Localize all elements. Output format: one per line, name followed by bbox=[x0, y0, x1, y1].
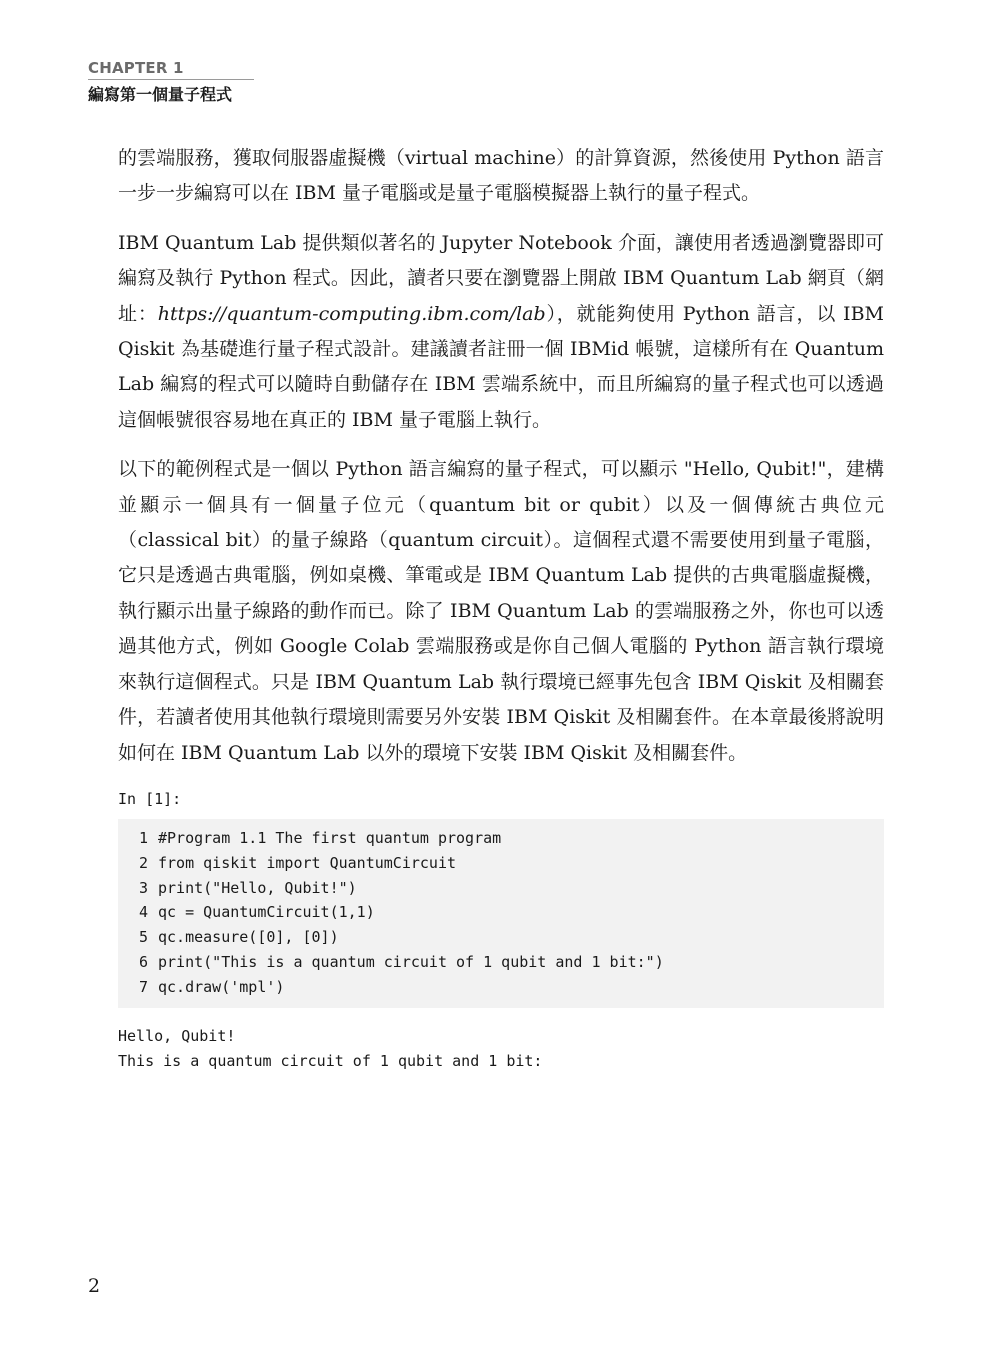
code-text: qc.measure([0], [0]) bbox=[158, 928, 339, 947]
code-line bbox=[118, 900, 884, 925]
line-number: 2 bbox=[138, 853, 148, 872]
paragraph-text: ），就能夠使用 Python 語言，以 IBM Qiskit 為基礎進行量子程式設計。建議讀者註冊一個 IBMid 帳號，這樣所有在 Quantum Lab 編寫的程式可以隨時自動儲存在 IBM 雲端系統中，而且所編寫的量子程式也可以透過這個帳號很容易地在真正的 IBM 量子電腦上執行。 bbox=[118, 302, 884, 431]
body-paragraph bbox=[118, 226, 884, 438]
url-text: https://quantum-computing.ibm.com/lab bbox=[157, 302, 546, 325]
line-number: 6 bbox=[138, 952, 148, 971]
line-number: 4 bbox=[138, 903, 148, 922]
line-number: 7 bbox=[138, 977, 148, 996]
output-line: This is a quantum circuit of 1 qubit and 1 bit: bbox=[118, 1052, 543, 1071]
cell-input-prompt: In [1]: bbox=[118, 789, 182, 808]
chapter-header bbox=[88, 58, 254, 107]
body-paragraph bbox=[118, 452, 884, 771]
code-line bbox=[118, 851, 884, 876]
code-line bbox=[118, 925, 884, 950]
code-text: print("This is a quantum circuit of 1 qubit and 1 bit:") bbox=[158, 952, 664, 971]
code-text: #Program 1.1 The first quantum program bbox=[158, 828, 502, 847]
code-line bbox=[118, 876, 884, 901]
line-number: 5 bbox=[138, 928, 148, 947]
chapter-divider bbox=[88, 79, 254, 80]
line-number: 3 bbox=[138, 878, 148, 897]
page-number: 2 bbox=[88, 1275, 101, 1297]
code-text: print("Hello, Qubit!") bbox=[158, 878, 357, 897]
code-line bbox=[118, 826, 884, 851]
paragraph-text: IBM Quantum Lab 提供類似著名的 Jupyter Notebook 介面，讓使用者透過瀏覽器即可編寫及執行 Python 程式。因此，讀者只要在瀏覽器上開啟 IBM Quantum Lab 網頁（網址： bbox=[118, 231, 884, 325]
paragraph-text: 以下的範例程式是一個以 Python 語言編寫的量子程式，可以顯示 "Hello, Qubit!"，建構並顯示一個具有一個量子位元（quantum bit or qubit）以及一個傳統古典位元（classical bit）的量子線路（quantum circuit）。這個程式還不需要使用到量子電腦，它只是透過古典電腦，例如桌機、筆電或是 IBM Quantum Lab 提供的古典電腦虛擬機，執行顯示出量子線路的動作而已。除了 IBM Quantum Lab 的雲端服務之外，你也可以透過其他方式，例如 Google Colab 雲端服務或是你自己個人電腦的 Python 語言執行環境來執行這個程式。只是 IBM Quantum Lab 執行環境已經事先包含 IBM Qiskit 及相關套件，若讀者使用其他執行環境則需要另外安裝 IBM Qiskit 及相關套件。在本章最後將說明如何在 IBM Quantum Lab 以外的環境下安裝 IBM Qiskit 及相關套件。 bbox=[118, 458, 884, 764]
chapter-label: CHAPTER 1 bbox=[88, 59, 184, 77]
body-paragraph bbox=[118, 141, 884, 212]
line-number: 1 bbox=[138, 828, 148, 847]
page-body bbox=[118, 141, 884, 1074]
body-paragraphs bbox=[118, 141, 884, 771]
chapter-title: 編寫第一個量子程式 bbox=[88, 85, 233, 104]
code-block bbox=[118, 819, 884, 1009]
cell-output bbox=[118, 1024, 884, 1074]
paragraph-text: 的雲端服務，獲取伺服器虛擬機（virtual machine）的計算資源，然後使用 Python 語言一步一步編寫可以在 IBM 量子電腦或是量子電腦模擬器上執行的量子程式。 bbox=[118, 147, 884, 205]
code-text: qc.draw('mpl') bbox=[158, 977, 285, 996]
output-line: Hello, Qubit! bbox=[118, 1027, 236, 1046]
code-line bbox=[118, 975, 884, 1000]
code-text: qc = QuantumCircuit(1,1) bbox=[158, 903, 375, 922]
code-text: from qiskit import QuantumCircuit bbox=[158, 853, 457, 872]
code-line bbox=[118, 950, 884, 975]
